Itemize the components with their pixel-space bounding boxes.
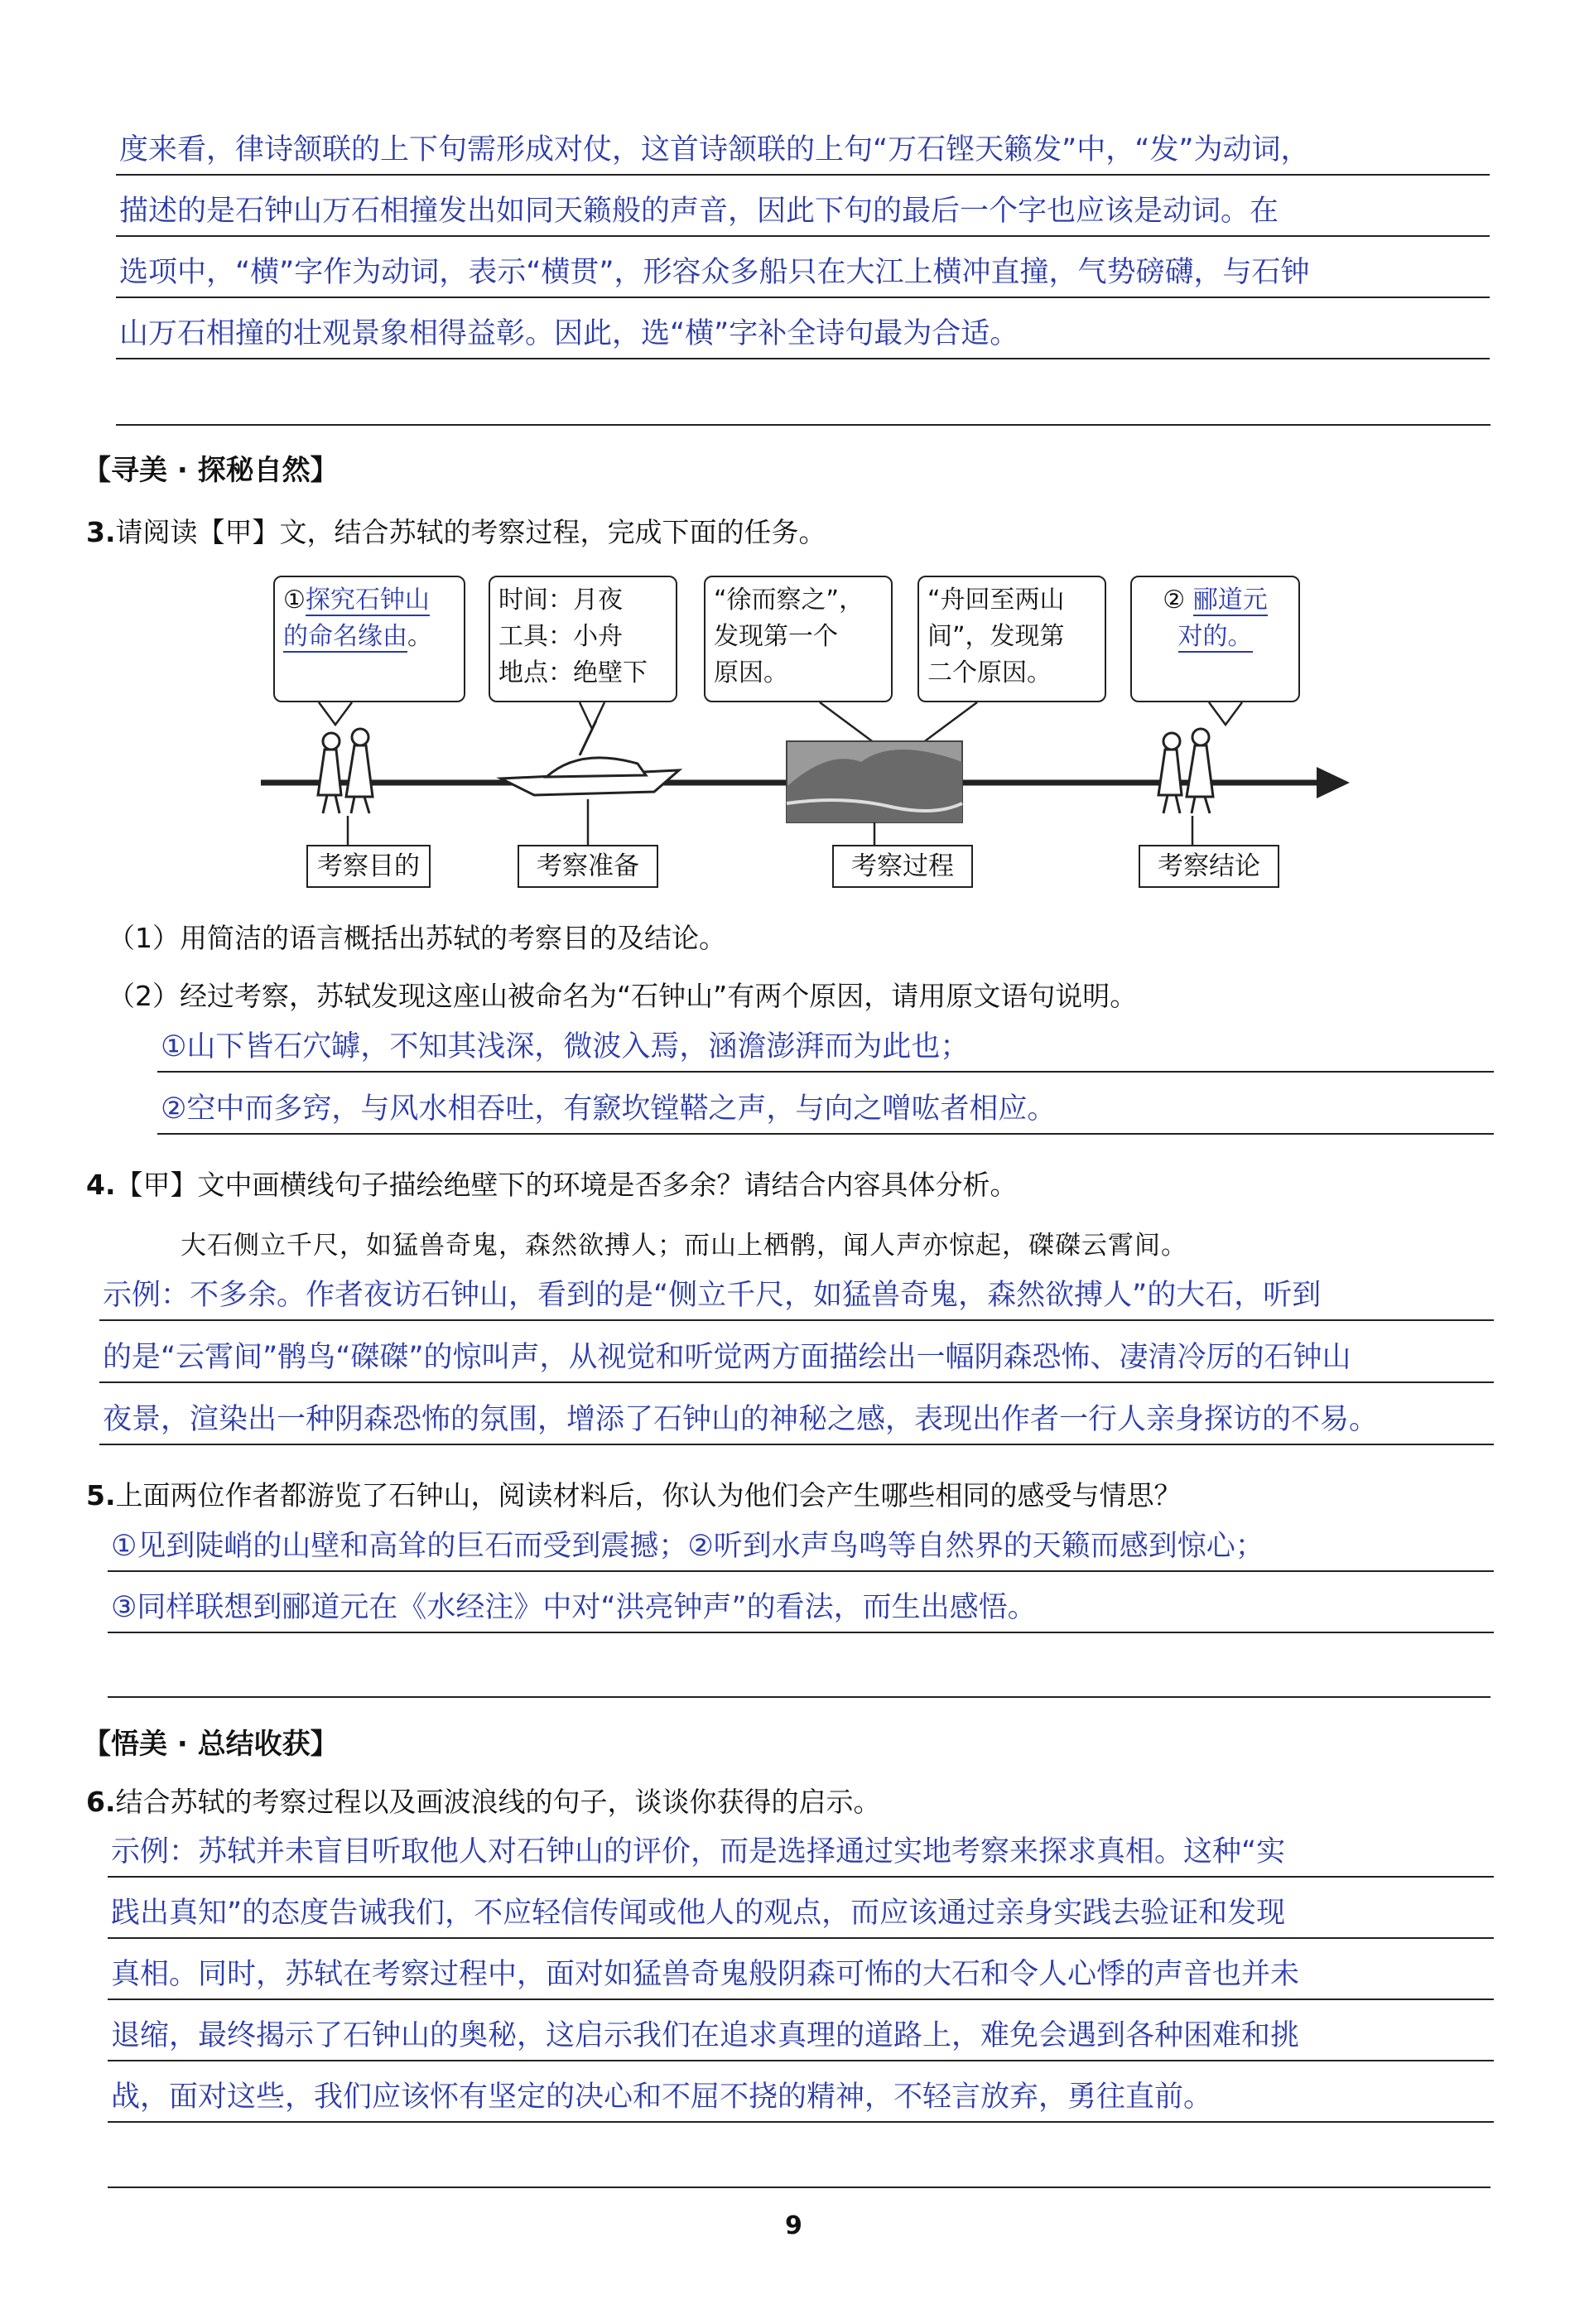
bubble-preparation	[489, 576, 677, 702]
blank-rule	[116, 424, 1490, 426]
scholar-figures-icon	[318, 729, 373, 813]
circled-number: ①	[283, 586, 306, 615]
section-heading: 【悟美 · 总结收获】	[83, 1728, 339, 1761]
answer-line: 描述的是石钟山万石相撞发出如同天籁般的声音，因此下句的最后一个字也应该是动词。在	[116, 187, 1490, 237]
answer-line: ①山下皆石穴罅，不知其浅深，微波入焉，涵澹澎湃而为此也；	[157, 1023, 1494, 1073]
bubble-text: 时间：月夜	[498, 586, 623, 615]
question-number: 4.	[86, 1169, 116, 1201]
answer-text: 郦道元	[1192, 586, 1268, 615]
bubble-tail	[319, 702, 352, 725]
section-heading: 【寻美 · 探秘自然】	[83, 454, 339, 487]
question-3	[86, 511, 826, 550]
bubble-purpose	[273, 576, 465, 702]
blank-rule	[108, 1696, 1490, 1698]
answer-line: 践出真知”的态度告诫我们，不应轻信传闻或他人的观点，而应该通过亲身实践去验证和发现	[108, 1889, 1494, 1939]
bubble-text: 工具：小舟	[498, 622, 623, 651]
question-text: 上面两位作者都游览了石钟山，阅读材料后，你认为他们会产生哪些相同的感受与情思？	[115, 1479, 1182, 1512]
answer-text: 探究石钟山	[305, 586, 430, 615]
answer-line: 真相。同时，苏轼在考察过程中，面对如猛兽奇鬼般阴森可怖的大石和令人心悸的声音也并未	[108, 1950, 1494, 2000]
answer-text: 的命名缘由	[283, 622, 407, 651]
bubble-text: 地点：绝壁下	[498, 658, 648, 687]
answer-line: ③同样联想到郦道元在《水经注》中对“洪亮钟声”的看法，而生出感悟。	[108, 1584, 1494, 1633]
label-process: 考察过程	[832, 845, 973, 888]
bubble-second-reason	[917, 576, 1106, 702]
label-preparation: 考察准备	[518, 845, 658, 888]
bubble-text: “徐而察之”，	[714, 586, 864, 615]
question-number: 6.	[86, 1786, 116, 1818]
bubble-conclusion	[1130, 576, 1300, 702]
question-4	[86, 1164, 1018, 1203]
answer-text: 对的。	[1177, 622, 1253, 651]
question-6	[86, 1781, 881, 1820]
answer-line: 战，面对这些，我们应该怀有坚定的决心和不屈不挠的精神，不轻言放弃，勇往直前。	[108, 2073, 1494, 2123]
answer-line: 示例：苏轼并未盲目听取他人对石钟山的评价，而是选择通过实地考察来探求真相。这种“实	[108, 1828, 1494, 1878]
question-text: 请阅读【甲】文，结合苏轼的考察过程，完成下面的任务。	[115, 516, 826, 548]
question-number: 5.	[86, 1479, 116, 1512]
question-3-sub-2: （2）经过考察，苏轼发现这座山被命名为“石钟山”有两个原因，请用原文语句说明。	[108, 980, 1138, 1012]
bubble-text: 发现第一个	[714, 622, 838, 651]
answer-line: 度来看，律诗颔联的上下句需形成对仗，这首诗颔联的上句“万石铿天籁发”中，“发”为动词，	[116, 126, 1490, 176]
answer-line: ②空中而多窍，与风水相吞吐，有窾坎镗鞳之声，与向之噌吰者相应。	[157, 1085, 1494, 1135]
answer-line: 的是“云霄间”鹘鸟“磔磔”的惊叫声，从视觉和听觉两方面描绘出一幅阴森恐怖、凄清冷厉的石钟山	[99, 1333, 1494, 1383]
bubble-text: 二个原因。	[927, 658, 1052, 687]
boat-icon	[501, 721, 679, 795]
question-3-sub-1: （1）用简洁的语言概括出苏轼的考察目的及结论。	[108, 922, 726, 954]
answer-line: 山万石相撞的壮观景象相得益彰。因此，选“横”字补全诗句最为合适。	[116, 310, 1490, 359]
question-text: 结合苏轼的考察过程以及画波浪线的句子，谈谈你获得的启示。	[115, 1786, 881, 1818]
question-number: 3.	[86, 516, 116, 548]
bubble-text: 原因。	[714, 658, 788, 687]
landscape-painting-icon	[787, 741, 962, 822]
punctuation: 。	[407, 622, 432, 651]
answer-line: 夜景，渲染出一种阴森恐怖的氛围，增添了石钟山的神秘之感，表现出作者一行人亲身探访的不易。	[99, 1396, 1494, 1445]
bubble-text: 间”，发现第	[927, 622, 1065, 651]
bubble-first-reason	[704, 576, 893, 702]
question-text: 【甲】文中画横线句子描绘绝壁下的环境是否多余？请结合内容具体分析。	[115, 1169, 1018, 1201]
answer-line: 选项中，“横”字作为动词，表示“横贯”，形容众多船只在大江上横冲直撞，气势磅礴，与石钟	[116, 248, 1490, 298]
circled-number: ②	[1163, 586, 1186, 615]
timeline-arrowhead	[1317, 767, 1350, 798]
answer-line: 示例：不多余。作者夜访石钟山，看到的是“侧立千尺，如猛兽奇鬼，森然欲搏人”的大石，听到	[99, 1271, 1494, 1321]
bubble-text: “舟回至两山	[927, 586, 1065, 615]
page-number: 9	[785, 2211, 802, 2240]
blank-rule	[108, 2187, 1490, 2188]
answer-line: ①见到陡峭的山壁和高耸的巨石而受到震撼；②听到水声鸟鸣等自然界的天籁而感到惊心；	[108, 1522, 1494, 1572]
bubble-tail	[919, 702, 977, 745]
label-conclusion: 考察结论	[1139, 845, 1279, 888]
question-5	[86, 1474, 1182, 1513]
bubble-tail	[1209, 702, 1242, 725]
scholar-figures-icon	[1158, 729, 1213, 813]
label-purpose: 考察目的	[306, 845, 431, 888]
bubble-tail	[820, 702, 878, 745]
bubble-tail	[580, 702, 604, 729]
answer-line: 退缩，最终揭示了石钟山的奥秘，这启示我们在追求真理的道路上，难免会遇到各种困难和挑	[108, 2012, 1494, 2061]
quoted-passage: 大石侧立千尺，如猛兽奇鬼，森然欲搏人；而山上栖鹘，闻人声亦惊起，磔磔云霄间。	[181, 1231, 1187, 1261]
